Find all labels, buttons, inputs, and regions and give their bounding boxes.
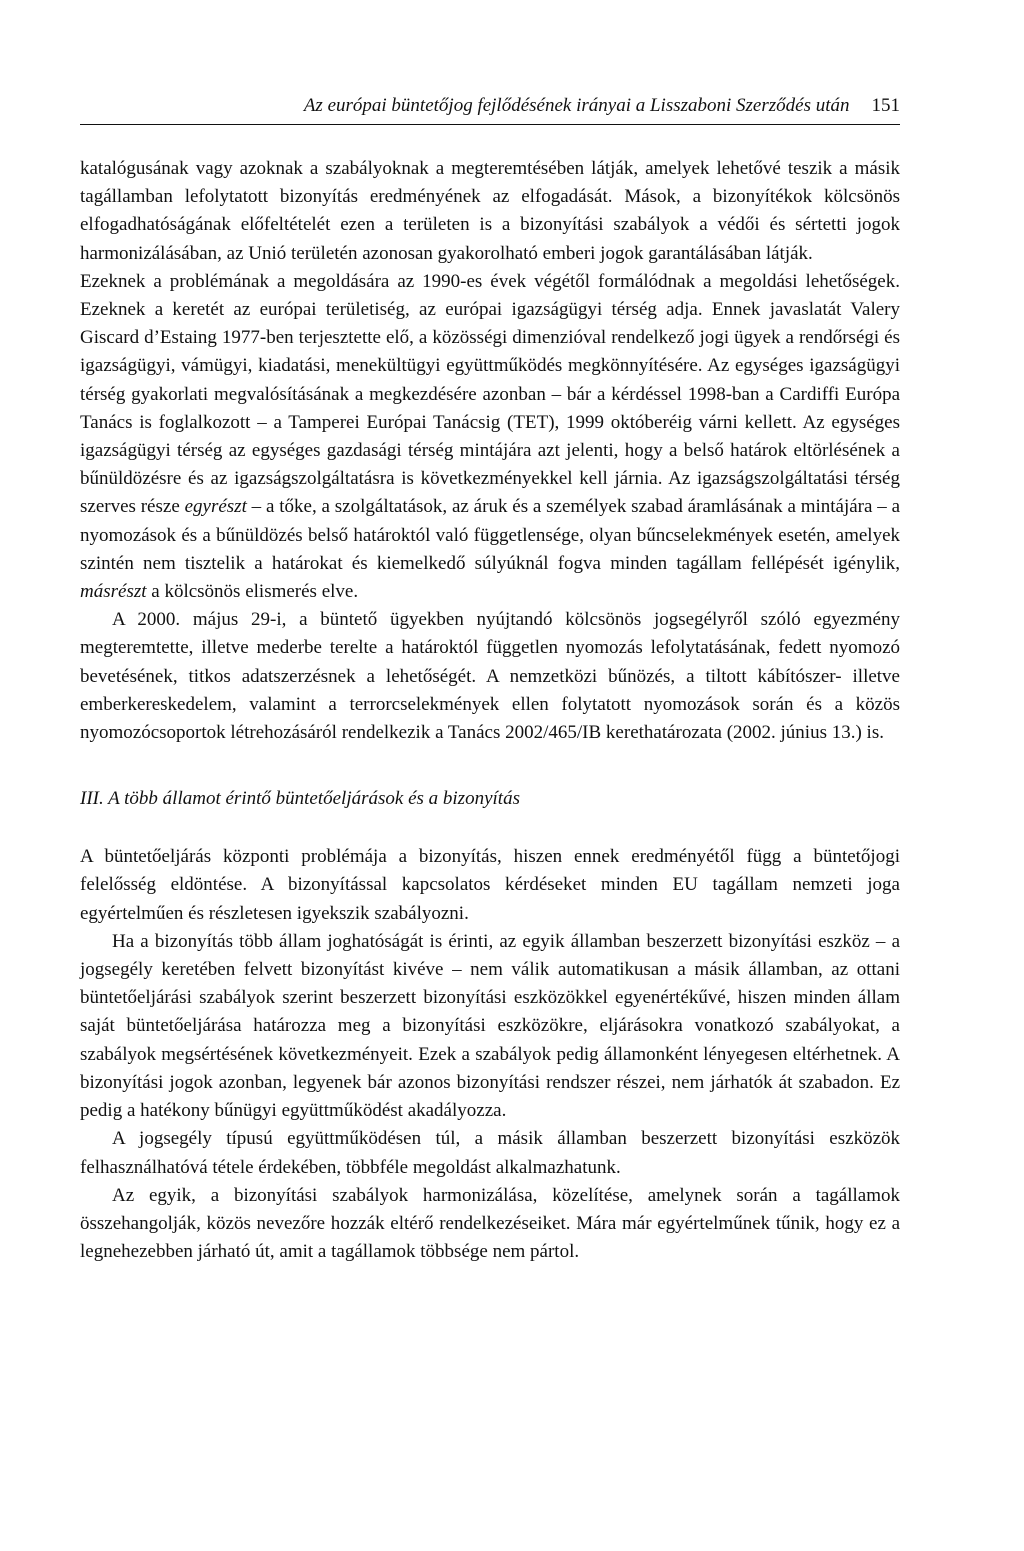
paragraph-text: – a tőke, a szolgáltatások, az áruk és a személyek szabad áramlásának a mintájára – a nyomozások és a bűnüldözés belső határoktól való függetlensége, olyan bűncselekmények esetén, amelyek szintén nem tisztelik a határokat és kiemelkedő súlyúknál fogva minden tagállam fellépését igénylik, [80, 496, 901, 574]
paragraph-text: a kölcsönös elismerés elve. [146, 581, 359, 603]
emphasis-text: egyrészt [184, 496, 247, 518]
paragraph: katalógusának vagy azoknak a szabályoknak a megteremtésében látják, amelyek lehetővé teszik a másik tagállamban lefolytatott bizonyítás eredményének az elfogadását. Mások, a bizonyítékok kölcsönös elfogadhatóságának előfeltételét ezen a területen is a bizonyítási szabályok a védői és sértetti jogok harmonizálásában, az Unió területén azonosan gyakorolható emberi jogok garantálásában látják. [80, 158, 900, 264]
paragraph: A jogsegély típusú együttműködésen túl, a másik államban beszerzett bizonyítási eszközök felhasználhatóvá tétele érdekében, többféle megoldást alkalmazhatunk. [80, 1128, 900, 1178]
section-heading: III. A több államot érintő büntetőeljárások és a bizonyítás [80, 788, 520, 810]
paragraph: Az egyik, a bizonyítási szabályok harmonizálása, közelítése, amelynek során a tagállamok összehangolják, közös nevezőre hozzák eltérő rendelkezéseiket. Mára már egyértelműnek tűnik, hogy ez a legnehezebben járható út, amit a tagállamok többsége nem pártol. [80, 1184, 900, 1263]
paragraph: A büntetőeljárás központi problémája a bizonyítás, hiszen ennek eredményétől függ a büntetőjogi felelősség eldöntése. A bizonyítással kapcsolatos kérdéseket minden EU tagállam nemzeti joga egyértelműen és részletesen igyekszik szabályozni. [80, 846, 900, 924]
paragraph: Ha a bizonyítás több állam joghatóságát is érinti, az egyik államban beszerzett bizonyítási eszköz – a jogsegély keretében felvett bizonyítást kivéve – nem válik automatikusan a másik államban, az ottani büntetőeljárási szabályok szerint beszerzett bizonyítási eszközökkel egyenértékűvé, hiszen minden állam saját büntetőeljárása határozza meg a bizonyítási eszközökre, eljárásokra vonatkozó szabályokat, a szabályok megsértésének következményeit. Ezek a szabályok pedig államonként lényegesen eltérhetnek. A bizonyítási jogok azonban, legyenek bár azonos bizonyítási rendszer részei, nem járhatók át szabadon. Ez pedig a hatékony bűnügyi együttműködést akadályozza. [80, 930, 900, 1122]
body-text [80, 155, 900, 1266]
emphasis-text: másrészt [80, 581, 147, 603]
running-header [80, 92, 900, 125]
document-page [80, 92, 900, 1266]
paragraph-text: Ezeknek a problémának a megoldására az 1990-es évek végétől formálódnak a megoldási lehetőségek. Ezeknek a keretét az európai területiség, az európai igazságügyi térség adja. Ennek javaslatát Valery Giscard d’Estaing 1977-ben terjesztette elő, a közösségi dimenzióval rendelkező jogi ügyek a rendőrségi és igazságügyi, vámügyi, kiadatási, menekültügyi együttműködés megkönnyítésére. Az egységes igazságügyi térség gyakorlati megvalósításának a megkezdésére azonban – bár a kérdéssel 1998-ban a Cardiffi Európa Tanács is foglalkozott – a Tamperei Európai Tanácsig (TET), 1999 októberéig várni kellett. Az egységes igazságügyi térség az egységes gazdasági térség mintájára azt jelenti, hogy a belső határok eltörlésének a bűnüldözésre és az igazságszolgáltatásra is következményekkel kell járnia. Az igazságszolgáltatási térség szerves része [80, 270, 900, 518]
page-number: 151 [871, 95, 900, 116]
paragraph [80, 268, 900, 606]
paragraph: A 2000. május 29-i, a büntető ügyekben nyújtandó kölcsönös jogsegélyről szóló egyezmény megteremtette, illetve mederbe terelte a határoktól független nyomozás lefolytatásának, fedett nyomozó bevetésének, titkos adatszerzésnek a lehetőségét. A nemzetközi bűnözés, a tiltott kábítószer- illetve emberkereskedelem, valamint a terrorcselekmények ellen folytatott nyomozások során és a közös nyomozócsoportok létrehozásáról rendelkezik a Tanács 2002/465/IB kerethatározata (2002. június 13.) is. [80, 609, 900, 744]
running-header-title: Az európai büntetőjog fejlődésének irányai a Lisszaboni Szerződés után [303, 95, 850, 116]
